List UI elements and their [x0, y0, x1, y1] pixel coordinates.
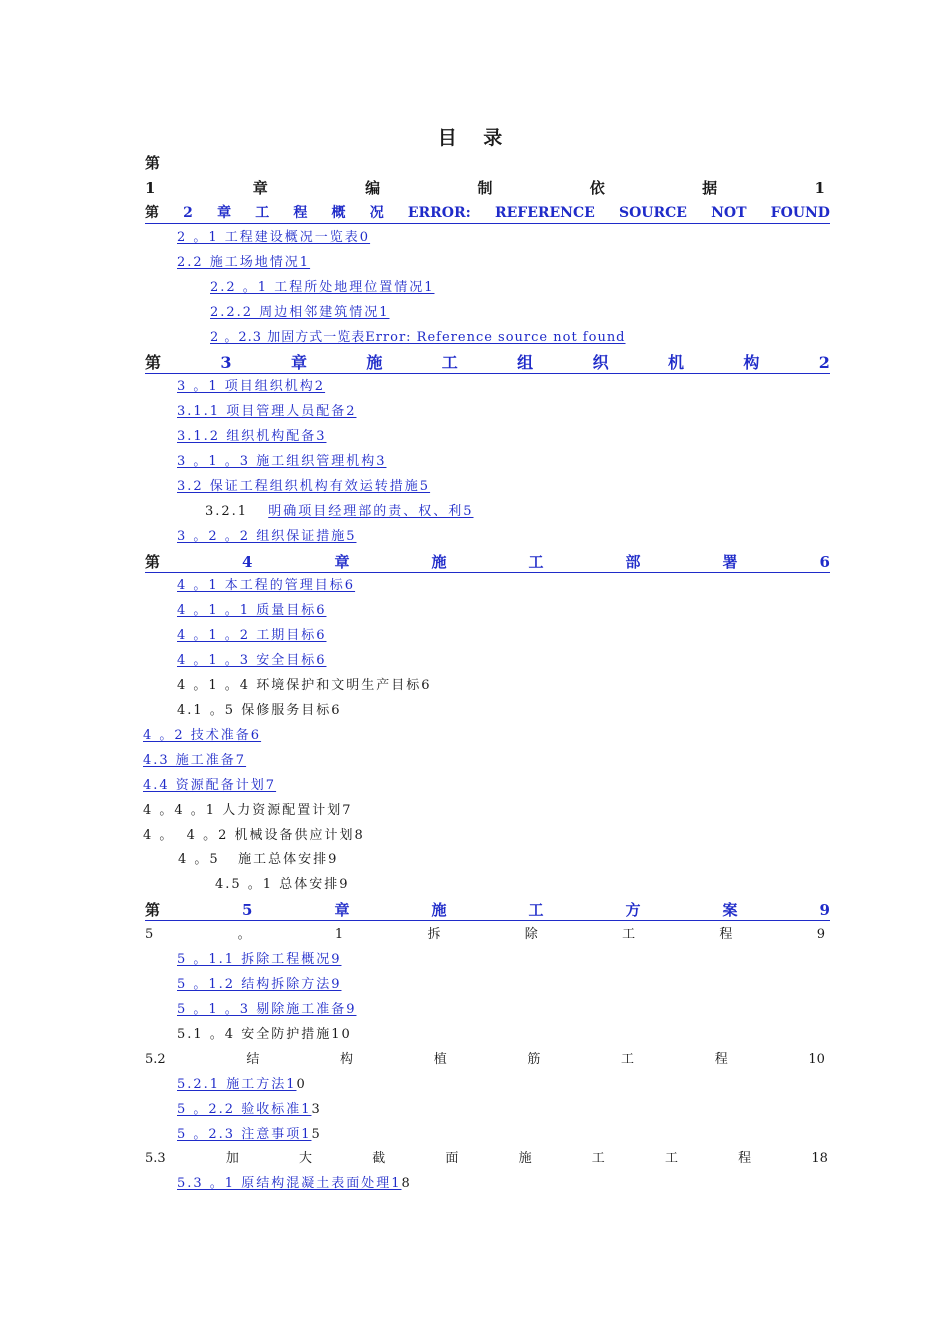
chapter-2-part: 第: [145, 205, 159, 221]
chapter-1-part: 章: [252, 179, 268, 197]
toc-entry-4-4-1: 4 。4 。1 人力资源配置计划7: [143, 803, 353, 818]
toc-entry-part: 9: [816, 927, 825, 942]
toc-entry-part: 大: [299, 1151, 313, 1166]
chapter-3-part: 机: [667, 353, 684, 372]
chapter-3-part: 第: [145, 353, 162, 372]
chapter-1-entry[interactable]: [145, 178, 825, 198]
toc-entry-3-2-1[interactable]: [205, 503, 474, 521]
toc-entry-part: 除: [524, 927, 538, 942]
chapter-1-part: 1: [814, 179, 825, 197]
chapter-1-prefix: 第: [145, 154, 163, 172]
chapter-1-part: 据: [702, 179, 718, 197]
toc-entry-link[interactable]: 5.3 。1 原结构混凝土表面处理1: [177, 1176, 402, 1191]
chapter-4-part: 4: [242, 553, 253, 571]
toc-entry-link[interactable]: 明确项目经理部的责、权、利5: [268, 504, 474, 519]
chapter-1-part: 1: [145, 179, 156, 197]
chapter-5-part: 案: [722, 901, 738, 919]
toc-entry-4-3[interactable]: 4.3 施工准备7: [143, 753, 247, 768]
toc-entry-4-1-1[interactable]: 4 。1 。1 质量目标6: [177, 603, 327, 618]
toc-entry-4-4-2: 4 。 4 。2 机械设备供应计划8: [143, 828, 365, 843]
chapter-2-part: NOT: [711, 205, 747, 221]
toc-entry-2-2-3[interactable]: 2 。2.3 加固方式一览表Error: Reference source not found: [210, 330, 626, 345]
toc-entry-5-2-1[interactable]: [177, 1076, 305, 1094]
toc-title: 目 录: [437, 127, 513, 149]
chapter-2-part: 程: [293, 205, 308, 221]
toc-entry-part: 工: [664, 1151, 678, 1166]
toc-entry-part: 程: [714, 1052, 728, 1067]
toc-entry-3-1-3[interactable]: 3 。1 。3 施工组织管理机构3: [177, 454, 387, 469]
toc-entry-3-2-2[interactable]: 3 。2 。2 组织保证措施5: [177, 529, 357, 544]
chapter-3-part: 章: [290, 353, 307, 372]
toc-entry-link[interactable]: 5.2.1 施工方法1: [177, 1077, 297, 1092]
chapter-3-part: 工: [441, 353, 458, 372]
toc-entry-5-1-1[interactable]: 5 。1.1 拆除工程概况9: [177, 952, 342, 967]
toc-entry-part: 拆: [427, 927, 441, 942]
toc-entry-4-1[interactable]: 4 。1 本工程的管理目标6: [177, 578, 356, 593]
toc-entry-part: 筋: [527, 1052, 541, 1067]
chapter-1-part: 编: [365, 179, 381, 197]
chapter-2-part: FOUND: [770, 205, 830, 221]
toc-entry-part: 18: [811, 1151, 828, 1166]
toc-entry-5-3-1[interactable]: [177, 1175, 410, 1193]
toc-entry-5-1-4: 5.1 。4 安全防护措施10: [177, 1027, 352, 1042]
toc-entry-link[interactable]: 5 。2.2 验收标准1: [177, 1102, 312, 1117]
toc-entry-part: 程: [719, 927, 733, 942]
toc-entry-part: 5.2: [145, 1052, 166, 1067]
chapter-2-part: SOURCE: [618, 205, 687, 221]
toc-entry-4-4[interactable]: 4.4 资源配备计划7: [143, 778, 277, 793]
chapter-3-part: 3: [220, 353, 232, 372]
toc-entry-page-tail: 5: [311, 1127, 320, 1142]
chapter-4-part: 施: [431, 553, 447, 571]
chapter-4-part: 6: [819, 553, 830, 571]
toc-entry-part: 工: [591, 1151, 605, 1166]
toc-entry-part: 1: [334, 927, 344, 942]
chapter-5-part: 5: [242, 901, 253, 919]
toc-entry-5-2: [145, 1051, 825, 1069]
chapter-2-part: 章: [217, 205, 232, 221]
toc-entry-3-1-2[interactable]: 3.1.2 组织机构配备3: [177, 429, 327, 444]
chapter-3-part: 组: [517, 353, 534, 372]
toc-entry-3-2[interactable]: 3.2 保证工程组织机构有效运转措施5: [177, 479, 431, 494]
toc-entry-4-1-2[interactable]: 4 。1 。2 工期目标6: [177, 628, 327, 643]
toc-entry-5-2-3[interactable]: [177, 1126, 320, 1144]
toc-entry-number: 3.2.1: [205, 504, 249, 519]
toc-entry-3-1[interactable]: 3 。1 项目组织机构2: [177, 379, 326, 394]
chapter-5-part: 工: [528, 901, 544, 919]
chapter-4-part: 工: [528, 553, 544, 571]
toc-entry-part: 施: [518, 1151, 532, 1166]
toc-entry-5-1-3[interactable]: 5 。1 。3 剔除施工准备9: [177, 1002, 357, 1017]
toc-entry-2-1[interactable]: 2 。1 工程建设概况一览表0: [177, 230, 371, 245]
chapter-3-part: 2: [818, 353, 830, 372]
toc-entry-4-2[interactable]: 4 。2 技术准备6: [143, 728, 262, 743]
chapter-5-part: 章: [334, 901, 350, 919]
chapter-1-part: 制: [477, 179, 493, 197]
toc-entry-part: 加: [225, 1151, 239, 1166]
chapter-4-part: 章: [334, 553, 350, 571]
chapter-2-part: REFERENCE: [494, 205, 595, 221]
toc-entry-part: 结: [246, 1052, 260, 1067]
toc-entry-4-5-1: 4.5 。1 总体安排9: [215, 877, 350, 892]
toc-entry-part: 植: [433, 1052, 447, 1067]
chapter-1-part: 依: [589, 179, 605, 197]
chapter-3-link[interactable]: [145, 353, 830, 374]
chapter-2-part: 况: [369, 205, 384, 221]
chapter-5-link[interactable]: [145, 900, 830, 921]
toc-entry-2-2-2[interactable]: 2.2.2 周边相邻建筑情况1: [210, 305, 390, 320]
toc-entry-2-2[interactable]: 2.2 施工场地情况1: [177, 255, 311, 270]
toc-entry-4-1-4: 4 。1 。4 环境保护和文明生产目标6: [177, 678, 432, 693]
chapter-2-link[interactable]: [145, 203, 830, 224]
toc-entry-part: 5.3: [145, 1151, 166, 1166]
toc-entry-link[interactable]: 5 。2.3 注意事项1: [177, 1127, 312, 1142]
chapter-5-part: 施: [431, 901, 447, 919]
toc-entry-part: 5: [145, 927, 154, 942]
chapter-5-part: 第: [145, 901, 161, 919]
chapter-3-part: 构: [743, 353, 760, 372]
toc-entry-part: 构: [340, 1052, 354, 1067]
toc-entry-part: 程: [738, 1151, 752, 1166]
chapter-3-part: 织: [592, 353, 609, 372]
chapter-5-part: 方: [625, 901, 641, 919]
chapter-4-part: 署: [722, 553, 738, 571]
toc-entry-part: 面: [445, 1151, 459, 1166]
chapter-3-part: 施: [366, 353, 383, 372]
chapter-2-part: 2: [183, 205, 193, 221]
chapter-2-part: 工: [255, 205, 270, 221]
toc-entry-part: 工: [622, 927, 636, 942]
toc-entry-5-2-2[interactable]: [177, 1101, 320, 1119]
chapter-4-part: 第: [145, 553, 161, 571]
toc-entry-4-1-3[interactable]: 4 。1 。3 安全目标6: [177, 653, 327, 668]
toc-entry-5-1-2[interactable]: 5 。1.2 结构拆除方法9: [177, 977, 342, 992]
chapter-5-part: 9: [819, 901, 830, 919]
toc-entry-part: 截: [372, 1151, 386, 1166]
toc-entry-part: 工: [621, 1052, 635, 1067]
toc-entry-4-1-5: 4.1 。5 保修服务目标6: [177, 703, 342, 718]
chapter-2-part: 概: [331, 205, 346, 221]
toc-entry-5-3: [145, 1150, 828, 1168]
toc-entry-page-tail: 8: [401, 1176, 410, 1191]
toc-entry-part: 。: [237, 927, 251, 942]
toc-entry-2-2-1[interactable]: 2.2 。1 工程所处地理位置情况1: [210, 280, 435, 295]
toc-entry-page-tail: 3: [311, 1102, 320, 1117]
chapter-2-part: ERROR:: [407, 205, 471, 221]
toc-entry-5-1: [145, 926, 825, 944]
toc-entry-part: 10: [808, 1052, 825, 1067]
toc-entry-4-5: 4 。5 施工总体安排9: [178, 852, 339, 867]
chapter-4-part: 部: [625, 553, 641, 571]
chapter-4-link[interactable]: [145, 552, 830, 573]
toc-entry-page-tail: 0: [296, 1077, 305, 1092]
toc-entry-3-1-1[interactable]: 3.1.1 项目管理人员配备2: [177, 404, 357, 419]
